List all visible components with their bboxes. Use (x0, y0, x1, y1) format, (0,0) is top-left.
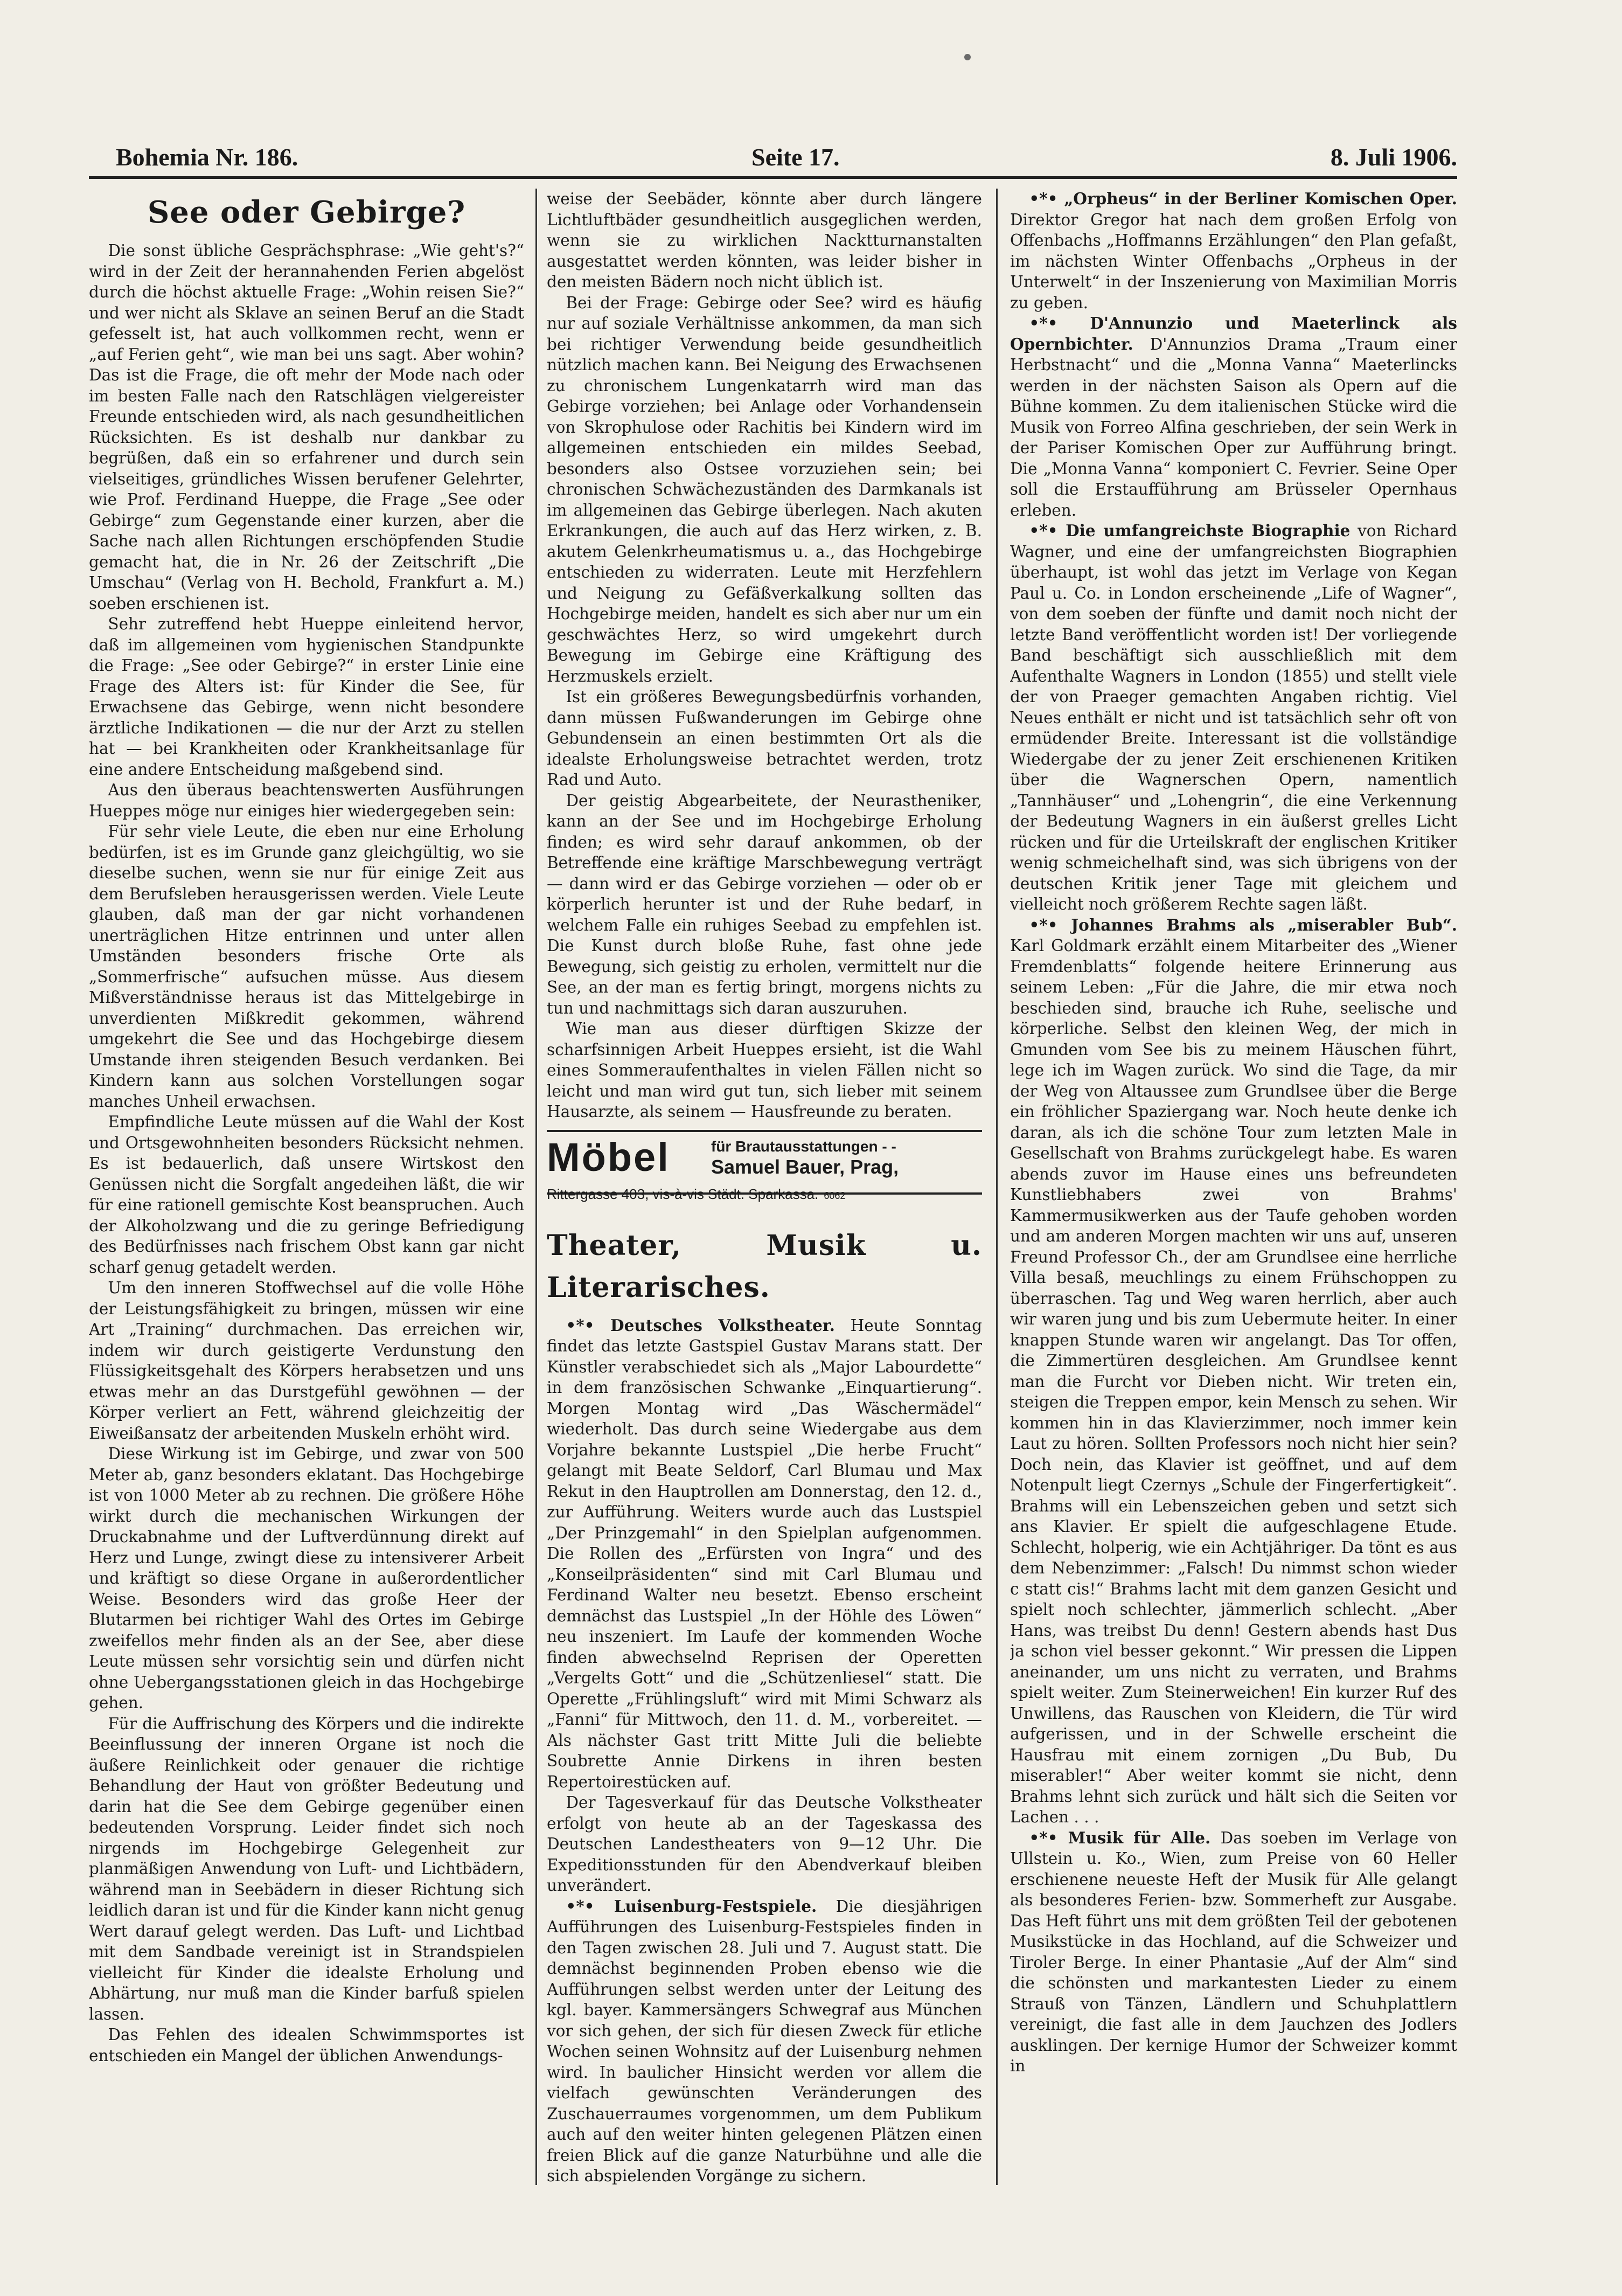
column-2 (547, 189, 982, 2185)
article-paragraph: Diese Wirkung ist im Gebirge, und zwar von 500 Meter ab, ganz besonders eklatant. Das Hochgebirge ist von 1000 Meter ab zu rechnen. Die größere Höhe wirkt durch die mechanischen Wirkungen der Druckabnahme und der Luftverdünnung direkt auf Herz und Lunge, zwingt diese zu intensiverer Arbeit und kräftigt so diese Organe in außerordentlicher Weise. Besonders wird das große Heer der Blutarmen bei richtiger Wahl des Ortes im Gebirge zweifellos mehr finden als an der See, aber diese Leute müssen sehr vorsichtig sein und dürfen nicht ohne Uebergangsstationen gleich in das Hochgebirge gehen. (89, 1445, 524, 1712)
header-date: 8. Juli 1906. (1330, 143, 1457, 171)
article-title: See oder Gebirge? (147, 195, 466, 230)
article-paragraph: Bei der Frage: Gebirge oder See? wird es häufig nur auf soziale Verhältnisse ankommen, da man sich bei richtiger Verwendung beide gesundheitlich nützlich machen kann. Bei Neigung des Erwachsenen zu chronischem Lungenkatarrh wird man das Gebirge vorziehen; bei Anlage oder Vorhandensein von Skrophulose oder Rachitis bei Kindern wird im allgemeinen entschieden ein mildes Seebad, besonders also Ostsee vorzuziehen sein; bei chronischen Schwächezuständen des Darmkanals ist im allgemeinen das Gebirge überlegen. Nach akuten Erkrankungen, die auch auf das Herz wirken, z. B. akutem Gelenkrheumatismus u. a., das Hochgebirge entschieden zu widerraten. Leute mit Herzfehlern und Neigung zu Gefäßverkalkung sollten das Hochgebirge meiden, handelt es sich aber nur um ein geschwächtes Herz, so wird umgekehrt durch Bewegung im Gebirge eine Kräftigung des Herzmuskels erzielt. (547, 293, 982, 685)
furniture-advertisement (547, 1130, 982, 1202)
column-divider (535, 189, 537, 2185)
header-page-number: Seite 17. (751, 143, 840, 171)
ad-address (547, 1184, 845, 1206)
article-paragraph: Ist ein größeres Bewegungsbedürfnis vorhanden, dann müssen Fußwanderungen im Gebirge ohne Gebundensein an einen bestimmten Ort als die idealste Erholungsweise betrachtet werden, trotz Rad und Auto. (547, 688, 982, 789)
article-paragraph: Die sonst übliche Gesprächsphrase: „Wie geht's?“ wird in der Zeit der herannahenden Ferien abgelöst durch die höchst aktuelle Frage: „Wohin reisen Sie?“ und wer nicht als Sklave an seinen Beruf an die Stadt gefesselt ist, hat auch vollkommen recht, wenn er „auf Ferien geht“, wie man bei uns sagt. Aber wohin? Das ist die Frage, die oft mehr der Mode nach oder im besten Falle nach den Ratschlägen vielgereister Freunde entschieden wird, als nach gesundheitlichen Rücksichten. Es ist deshalb nur dankbar zu begrüßen, daß ein so erfahrener und durch sein vielseitiges, gründliches Wissen berufener Gelehrter, wie Prof. Ferdinand Hueppe, die Frage „See oder Gebirge“ zum Gegenstande einer kurzen, aber die Sache nach allen Richtungen erschöpfenden Studie gemacht hat, die in Nr. 26 der Zeitschrift „Die Umschau“ (Verlag von H. Bechold, Frankfurt a. M.) soeben erschienen ist. (89, 241, 524, 613)
item-heading: •*• Musik für Alle. (1029, 1828, 1211, 1847)
item-heading: •*• Luisenburg-Festspiele. (566, 1896, 817, 1916)
section-title: Theater, Musik u. Literarisches. (547, 1229, 982, 1304)
ad-headline: Möbel (547, 1134, 670, 1180)
item-heading: •*• D'Annunzio und Maeterlinck als Opernbichter. (1010, 314, 1457, 353)
column-3 (1010, 189, 1457, 2185)
item-text: Direktor Gregor hat nach dem großen Erfolg von Offenbachs „Hoffmanns Erzählungen“ den Plan gefaßt, im nächsten Winter Offenbachs „Orpheus in der Unterwelt“ in der Inszenierung von Maximilian Morris zu geben. (1010, 210, 1457, 312)
header-issue: Bohemia Nr. 186. (116, 143, 298, 171)
article-paragraph: Um den inneren Stoffwechsel auf die volle Höhe der Leistungsfähigkeit zu bringen, müssen wir eine Art „Training“ durchmachen. Das erreichen wir, indem wir durch geistigerte Verdunstung den Flüssigkeitsgehalt des Körpers herabsetzen und uns etwas mehr an das Durstgefühl gewöhnen — der Körper verliert an Fett, während gleichzeitig der Eiweißansatz der arbeitenden Muskeln erhöht wird. (89, 1279, 524, 1442)
item-text: D'Annunzios Drama „Traum einer Herbstnacht“ und die „Monna Vanna“ Maeterlincks werden in der nächsten Saison als Opern auf die Bühne kommen. Zu dem italienischen Stücke wird die Musik von Forreo Alfina geschrieben, der sein Werk in der Pariser Komischen Oper zur Aufführung bringt. Die „Monna Vanna“ komponiert C. Fevrier. Seine Oper soll die Erstaufführung am Brüsseler Opernhaus erleben. (1010, 335, 1457, 519)
article-paragraph: Das Fehlen des idealen Schwimmsportes ist entschieden ein Mangel der üblichen Anwendungs- (89, 2026, 524, 2065)
ad-company: Samuel Bauer, Prag, (711, 1155, 899, 1178)
article-paragraph: Für die Auffrischung des Körpers und die indirekte Beeinflussung der inneren Organe ist noch die äußere Reinlichkeit oder genauer die richtige Behandlung der Haut von größter Bedeutung und darin hat die See dem Gebirge gegenüber einen bedeutenden Vorsprung. Leider findet sich noch nirgends im Hochgebirge Gelegenheit zur planmäßigen Anwendung von Luft- und Lichtbädern, während man in Seebädern in dieser Richtung sich leidlich daran ist und für die Kinder kann nicht genug Wert darauf gelegt werden. Das Luft- und Lichtbad mit dem Sandbade vereinigt ist in Strandspielen vielleicht für Kinder die idealste Erholung und Abhärtung, nur muß man die Kinder barfuß spielen lassen. (89, 1714, 524, 2023)
item-heading: •*• Die umfangreichste Biographie (1029, 521, 1350, 540)
article-paragraph: weise der Seebäder, könnte aber durch längere Lichtluftbäder gesundheitlich ausgeglichen werden, wenn sie zu wirklichen Nacktturnanstalten ausgestattet werden könnten, was leider bisher in den meisten Bädern noch nicht üblich ist. (547, 190, 982, 291)
article-paragraph: Für sehr viele Leute, die eben nur eine Erholung bedürfen, ist es im Grunde ganz gleichgültig, wo sie dieselbe suchen, wenn sie nur für einige Zeit aus dem Berufsleben herausgerissen werden. Viele Leute glauben, daß man der gar nicht vorhandenen unerträglichen Hitze entrinnen und unter allen Umständen besonders frische Orte als „Sommerfrische“ aufsuchen müsse. Aus diesem Mißverständnisse heraus ist das Mittelgebirge in unverdienten Mißkredit gekommen, während umgekehrt die See und das Hochgebirge diesem Umstande ihren steigenden Besuch verdanken. Bei Kindern kann aus solchen Vorstellungen sogar manches Unheil erwachsen. (89, 822, 524, 1111)
ad-code: 6062 (824, 1190, 846, 1201)
article-paragraph: Empfindliche Leute müssen auf die Wahl der Kost und Ortsgewohnheiten besonders Rücksicht nehmen. Es ist bedauerlich, daß unsere Wirtskost den Genüssen nicht die Sorgfalt angedeihen läßt, die wir für eine rationell gemischte Kost beanspruchen. Auch der Alkoholzwang und die zu geringe Befriedigung des Bedürfnisses nach frischem Obst kann gar nicht scharf genug getadelt werden. (89, 1113, 524, 1277)
article-paragraph: Der geistig Abgearbeitete, der Neurastheniker, kann an der See und im Hochgebirge Erholung finden; es wird sehr darauf ankommen, ob der Betreffende eine kräftige Marschbewegung verträgt — dann wird er das Gebirge vorziehen — oder ob er körperlich herunter ist und der Ruhe bedarf, in welchem Falle ein ruhiges Seebad zu empfehlen ist. Die Kunst durch bloße Ruhe, fast ohne jede Bewegung, sich geistig zu erholen, vermittelt nur die See, an der man es fertig bringt, morgens nichts zu tun und nachmittags sich daran auszuruhen. (547, 791, 982, 1017)
item-text: von Richard Wagner, und eine der umfangreichsten Biographien überhaupt, ist wohl das jetzt im Verlage von Kegan Paul u. Co. in London erscheinende „Life of Wagner“, von dem soeben der fünfte und damit noch nicht der letzte Band veröffentlicht worden ist! Der vorliegende Band beschäftigt sich ausschließlich mit dem Aufenthalte Wagners in London (1855) und stellt viele der von Praeger gemachten Angaben richtig. Viel Neues enthält er nicht und ist tatsächlich sehr oft von ermüdender Breite. Interessant ist die vollständige Wiedergabe der zu jener Zeit erschienenen Kritiken über die Wagnerschen Opern, namentlich „Tannhäuser“ und „Lohengrin“, die eine Verkennung der Bedeutung Wagners in ein äußerst grelles Licht rücken und für die Urteilskraft der englischen Kritiker wenig schmeichelhaft sind, was sich übrigens von der deutschen Kritik jener Tage mit gleichem und vielleicht noch größerem Rechte sagen läßt. (1010, 522, 1457, 913)
paper-spot (964, 54, 971, 60)
ad-text (711, 1137, 899, 1178)
item-text: Das soeben im Verlage von Ullstein u. Ko., Wien, zum Preise von 60 Heller erschienene neueste Heft der Musik für Alle gelangt als besonderes Ferien- bzw. Sommerheft zur Ausgabe. Das Heft führt uns mit dem größten Teil der gebotenen Musikstücke in das Hochland, auf die Schweizer und Tiroler Berge. In einer Phantasie „Auf der Alm“ sind die schönsten und markantesten Lieder zu einem Strauß von Tänzen, Ländlern und Schuhplattlern vereinigt, die fast alle in dem Jauchzen des Jodlers ausklingen. Der kernige Humor der Schweizer kommt in (1010, 1828, 1457, 2075)
item-text: Karl Goldmark erzählt einem Mitarbeiter des „Wiener Fremdenblatts“ folgende heitere Erinnerung aus seinem Leben: „Für die Jahre, die mir etwa noch beschieden sind, brauche ich Ruhe, seelische und körperliche. Selbst den kleinen Weg, der mich in Gmunden vom See bis zu meinem Häuschen führt, lege ich im Wagen zurück. Wo sind die Tage, da mir der Weg von Altaussee zum Grundlsee über die Berge ein fröhlicher Spaziergang war. Noch heute denke ich daran, als ich die schöne Tour zum letzten Male in Gesellschaft von Brahms zurückgelegt habe. Es waren abends zuvor im Hause eines uns befreundeten Kunstliebhabers zwei von Brahms' Kammermusikwerken aus der Taufe gehoben worden und am anderen Morgen machten wir uns auf, unseren Freund Professor Ch., der am Grundlsee eine herrliche Villa besaß, meuchlings zu einem Frühschoppen zu überraschen. Tag und Weg waren herrlich, aber auch wir waren jung und bis zum Uebermute heiter. In einer knappen Stunde waren wir angelangt. Das Tor offen, die Zimmertüren desgleichen. Am Grundlsee kennt man die Furcht vor Dieben nicht. Wir treten ein, steigen die Treppen empor, kein Mensch zu sehen. Wir kommen hin in das Klavierzimmer, noch immer kein Laut zu hören. Sollten Professors noch nicht hier sein? Doch nein, das Klavier ist geöffnet, und auf dem Notenpult liegt Czernys „Schule der Fingerfertigkeit“. Brahms will ein Lebenszeichen geben und setzt sich ans Klavier. Er spielt die aufgeschlagene Etude. Schlecht, holperig, wie ein Achtjähriger. Da tönt es aus dem Nebenzimmer: „Falsch! Du nimmst schon wieder c statt cis!“ Brahms lacht mit dem ganzen Gesicht und spielt noch schlechter, jämmerlich schlecht. „Aber Hans, was treibst Du denn! Gestern abends hast Dus ja schon viel besser gekonnt.“ Wir pressen die Lippen aneinander, um uns nicht zu verraten, und Brahms spielt weiter. Zum Steinerweichen! Ein kurzer Ruf des Unwillens, das Rauschen von Kleidern, die Tür wird aufgerissen, und in der Schwelle erscheint die Hausfrau mit einem zornigen „Du Bub, Du miserabler!“ Aber weiter kommt sie nicht, denn Brahms lehnt sich zurück und hält sich die Seiten vor Lachen . . . (1010, 937, 1457, 1826)
item-text: Die diesjährigen Aufführungen des Luisenburg-Festspieles finden in den Tagen zwischen 28. Juli und 7. August statt. Die demnächst beginnenden Proben ebenso wie die Aufführungen selbst werden unter der Leitung des kgl. bayer. Kammersängers Schwegraf aus München vor sich gehen, der sich für diesen Zweck für etliche Wochen seinen Wohnsitz auf der Luisenburg nehmen wird. In baulicher Hinsicht werden vor allem die vielfach gewünschten Veränderungen des Zuschauerraumes vorgenommen, um dem Publikum auch auf den weiter hinten gelegenen Plätzen einen freien Blick auf die ganze Naturbühne und alle die sich abspielenden Vorgänge zu sichern. (547, 1897, 982, 2185)
header-rule (89, 176, 1457, 179)
ad-line: für Brautausstattungen - - (711, 1137, 896, 1155)
item-text: Der Tagesverkauf für das Deutsche Volkstheater erfolgt von heute ab an der Tageskassa des Deutschen Landestheaters von 9—12 Uhr. Die Expeditionsstunden für den Abendverkauf bleiben unverändert. (547, 1793, 982, 1895)
newspaper-page (89, 143, 1457, 2185)
article-paragraph: Aus den überaus beachtenswerten Ausführungen Hueppes möge nur einiges hier wiedergegeben sein: (89, 781, 524, 820)
column-1 (89, 189, 524, 2185)
column-divider (996, 189, 998, 2185)
item-text: Heute Sonntag findet das letzte Gastspiel Gustav Marans statt. Der Künstler verabschiedet sich als „Major Labourdette“ in dem französischen Schwanke „Einquartierung“. Morgen Montag wird „Das Wäschermädel“ wiederholt. Das durch seine Wiedergabe aus dem Vorjahre bekannte Lustspiel „Die herbe Frucht“ gelangt mit Beate Seldorf, Carl Blumau und Max Rekut in den Hauptrollen am Donnerstag, den 12. d., zur Aufführung. Weiters wurde auch das Lustspiel „Der Prinzgemahl“ in den Spielplan aufgenommen. Die Rollen des „Erfürsten von Ingra“ und des „Konseilpräsidenten“ sind mit Carl Blumau und Ferdinand Walter neu besetzt. Ebenso erscheint demnächst das Lustspiel „In der Höhle des Löwen“ neu inszeniert. Im Laufe der kommenden Woche finden abwechselnd Reprisen der Operetten „Vergelts Gott“ und die „Schützenliesel“ statt. Die Operette „Frühlingsluft“ wird mit Mimi Schwarz als „Fanni“ für Mittwoch, den 11. d. M., vorbereitet. — Als nächster Gast tritt Mitte Juli die beliebte Soubrette Annie Dirkens in ihren besten Repertoirestücken auf. (547, 1316, 982, 1791)
article-paragraph: Sehr zutreffend hebt Hueppe einleitend hervor, daß im allgemeinen vom hygienischen Standpunkte die Frage: „See oder Gebirge?“ in erster Linie eine Frage des Alters ist: für Kinder die See, für Erwachsene das Gebirge, wenn nicht besondere ärztliche Indikationen — die nur der Arzt zu stellen hat — bei Krankheiten oder Krankheitsanlage für eine andere Entscheidung maßgebend sind. (89, 615, 524, 779)
item-heading: •*• „Orpheus“ in der Berliner Komischen Oper. (1029, 189, 1457, 208)
page-header (89, 143, 1457, 181)
item-heading: •*• Johannes Brahms als „miserabler Bub“. (1029, 915, 1457, 934)
item-heading: •*• Deutsches Volkstheater. (566, 1315, 835, 1335)
article-paragraph: Wie man aus dieser dürftigen Skizze der scharfsinnigen Arbeit Hueppes ersieht, ist die Wahl eines Sommeraufenthaltes in vielen Fällen nicht so leicht und man wird gut tun, sich lieber mit seinem Hausarzte, als seinem — Hausfreunde zu beraten. (547, 1019, 982, 1121)
ad-address-text: Rittergasse 403, vis-à-vis Städt. Sparkassa. (547, 1185, 819, 1202)
